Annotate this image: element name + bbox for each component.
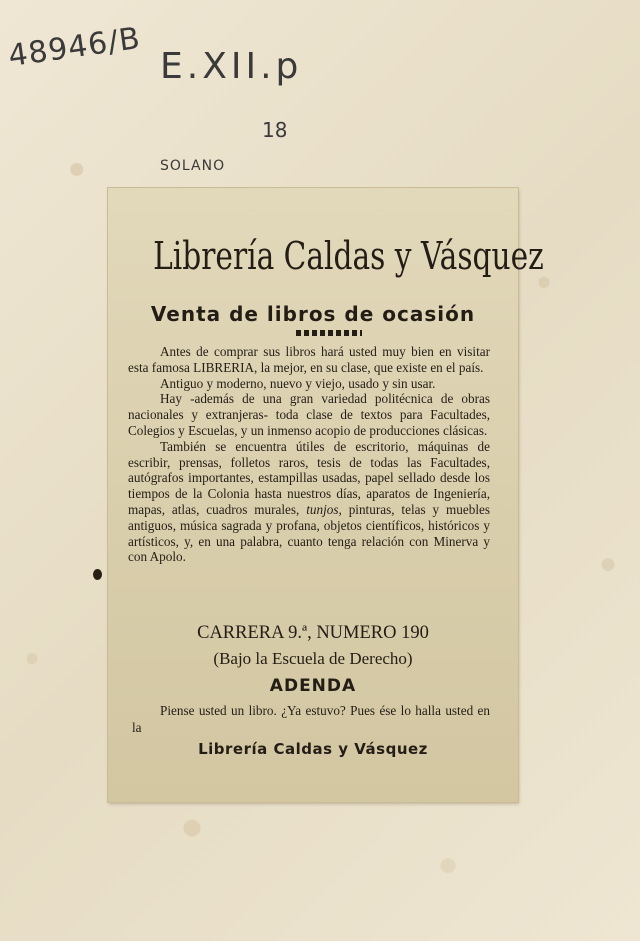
address-note: (Bajo la Escuela de Derecho) [213, 649, 413, 668]
flyer-subtitle: Venta de libros de ocasión [150, 302, 476, 326]
addendum-paragraph: Piense usted un libro. ¿Ya estuvo? Pues ése lo halla usted en la [132, 703, 490, 735]
paragraph-4-italic: tunjos, [306, 501, 342, 517]
paragraph-2: Antiguo y moderno, nuevo y viejo, usado y sin usar. [160, 375, 436, 391]
name-handwritten: SOLANO [160, 158, 226, 174]
advertisement-flyer [108, 188, 544, 802]
ink-blot [93, 569, 102, 580]
flyer-signature: Librería Caldas y Vásquez [198, 740, 428, 758]
paragraph-3: Hay -además de una gran variedad politécnica de obras nacionales y extranjeras- toda clase de textos para Facultades, Colegios y Escuelas, y un inmenso acopio de producciones clásicas. [128, 391, 490, 438]
catalog-code-handwritten: 48946/B [6, 20, 143, 75]
shelf-mark-handwritten: E.XII.p [160, 46, 303, 87]
paragraph-4-end: pinturas, telas y muebles antiguos, música sagrada y profana, objetos científicos, históricos y artísticos, y, en una palabra, cuanto tenga relación con Minerva y con Apolo. [128, 501, 490, 565]
paragraph-4-start: También se encuentra útiles de escritorio, máquinas de escribir, prensas, folletos raros, tesis de todas las Facultades, autógrafos importantes, estampillas usadas, papel sellado desde los tiempos de la Colonia hasta nuestros días, aparatos de Ingeniería, mapas, atlas, cuadros murales, [128, 438, 490, 517]
address-street: CARRERA 9.ª, NUMERO 190 [197, 623, 429, 643]
flyer-title: Librería Caldas y Vásquez [153, 234, 544, 278]
shelf-number-handwritten: 18 [262, 118, 288, 142]
addendum-heading: ADENDA [269, 676, 357, 696]
address-block [108, 620, 518, 672]
ornament-divider [296, 330, 362, 336]
addendum-text [132, 702, 490, 736]
flyer-body [128, 344, 490, 565]
paragraph-1: Antes de comprar sus libros hará usted muy bien en visitar esta famosa LIBRERIA, la mejor, en su clase, que existe en el país. [128, 344, 490, 375]
paragraph-4 [128, 439, 490, 565]
